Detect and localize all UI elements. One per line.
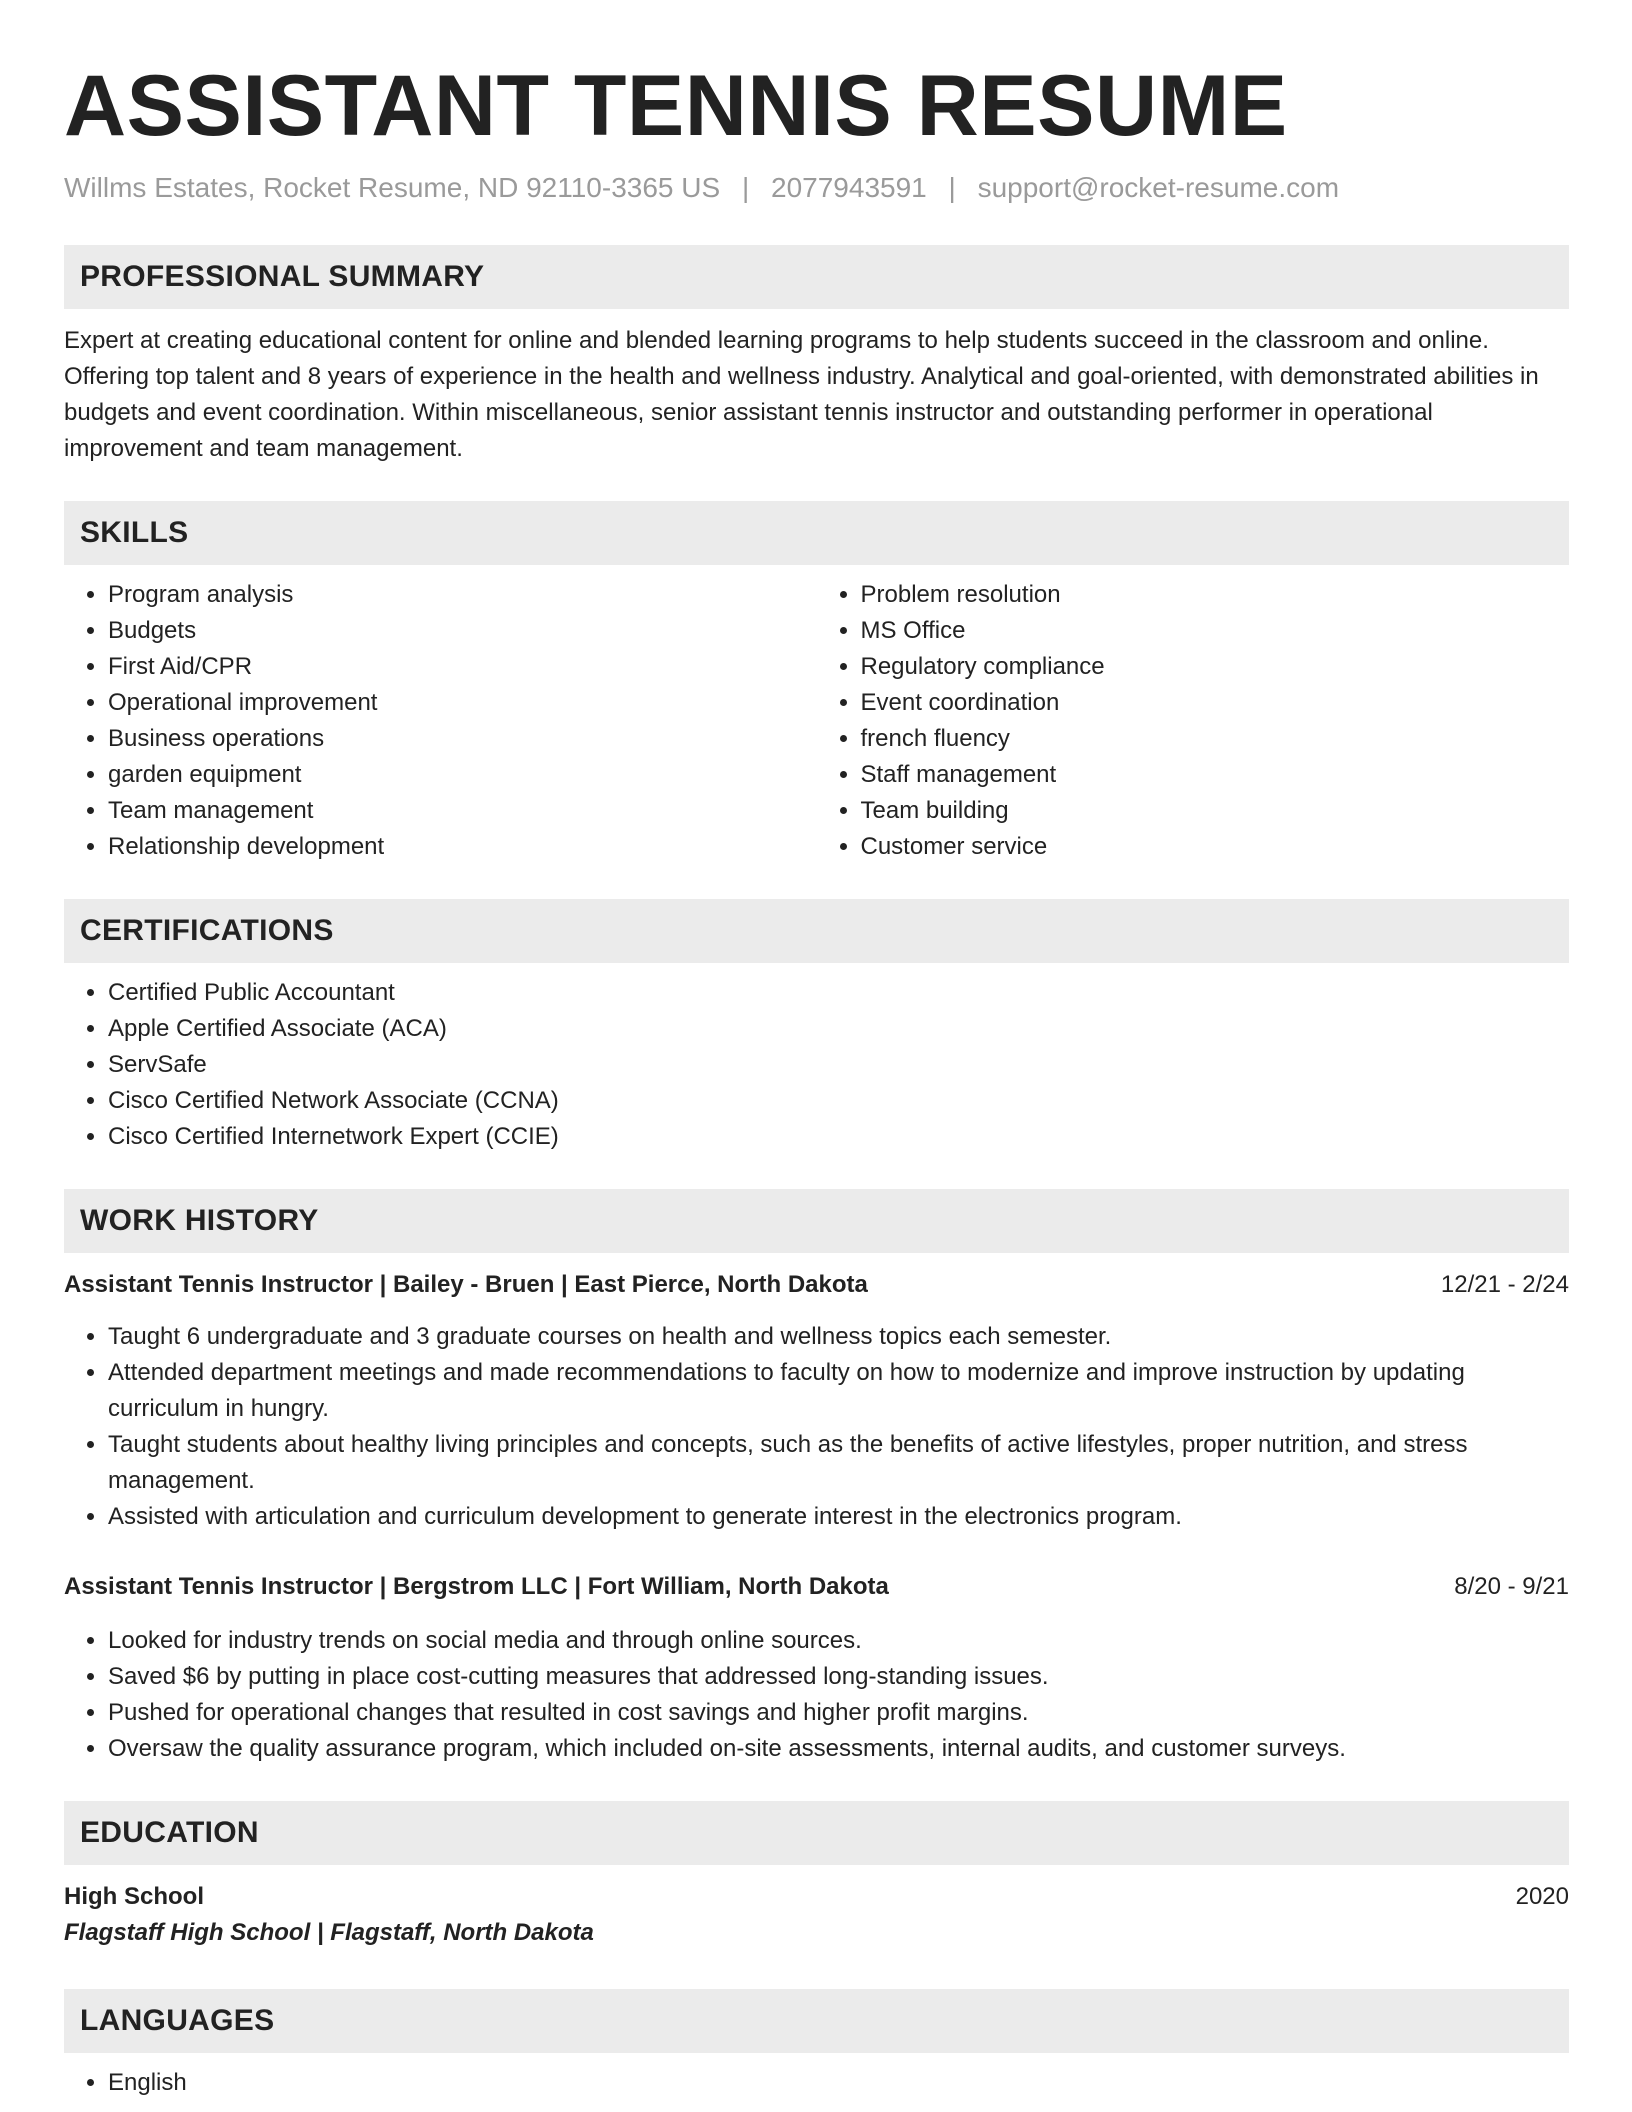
job-title: Assistant Tennis Instructor | Bailey - Bruen | East Pierce, North Dakota bbox=[64, 1271, 868, 1298]
skill-item: • Budgets bbox=[108, 613, 817, 649]
languages-list bbox=[64, 2065, 1569, 2101]
certification-item: • Cisco Certified Internetwork Expert (CCIE) bbox=[108, 1119, 1569, 1155]
job-bullet: • Taught students about healthy living principles and concepts, such as the benefits of active lifestyles, proper nutrition, and stress management. bbox=[108, 1427, 1569, 1499]
skill-item: • MS Office bbox=[861, 613, 1570, 649]
section-header-certifications: CERTIFICATIONS bbox=[64, 899, 1569, 963]
certifications-list bbox=[64, 975, 1569, 1155]
section-header-work-history: WORK HISTORY bbox=[64, 1189, 1569, 1253]
contact-email: support@rocket-resume.com bbox=[977, 172, 1340, 203]
skill-item: • Event coordination bbox=[861, 685, 1570, 721]
job-bullet: • Looked for industry trends on social media and through online sources. bbox=[108, 1623, 1569, 1659]
language-item: • English bbox=[108, 2065, 1569, 2101]
skill-item: • Relationship development bbox=[108, 829, 817, 865]
skills-grid bbox=[64, 577, 1569, 865]
skill-item: • Team management bbox=[108, 793, 817, 829]
section-header-education: EDUCATION bbox=[64, 1801, 1569, 1865]
skill-item: • Staff management bbox=[861, 757, 1570, 793]
certification-item: • Certified Public Accountant bbox=[108, 975, 1569, 1011]
job-header bbox=[64, 1267, 1569, 1303]
contact-phone: 2077943591 bbox=[771, 172, 927, 203]
skill-item: • Regulatory compliance bbox=[861, 649, 1570, 685]
section-header-summary: PROFESSIONAL SUMMARY bbox=[64, 245, 1569, 309]
skill-item: • Operational improvement bbox=[108, 685, 817, 721]
job-bullet: • Taught 6 undergraduate and 3 graduate courses on health and wellness topics each semester. bbox=[108, 1319, 1569, 1355]
certification-item: • Cisco Certified Network Associate (CCNA) bbox=[108, 1083, 1569, 1119]
certification-item: • ServSafe bbox=[108, 1047, 1569, 1083]
job-dates: 8/20 - 9/21 bbox=[1454, 1573, 1569, 1600]
section-header-languages: LANGUAGES bbox=[64, 1989, 1569, 2053]
job-bullets bbox=[64, 1319, 1569, 1535]
contact-separator: | bbox=[741, 172, 750, 203]
skill-item: • Program analysis bbox=[108, 577, 817, 613]
skill-item: • First Aid/CPR bbox=[108, 649, 817, 685]
job-bullet: • Oversaw the quality assurance program, which included on-site assessments, internal audits, and customer surveys. bbox=[108, 1731, 1569, 1767]
skill-item: • Problem resolution bbox=[861, 577, 1570, 613]
education-degree: High School bbox=[64, 1883, 204, 1910]
skill-item: • Customer service bbox=[861, 829, 1570, 865]
education-year: 2020 bbox=[1515, 1883, 1569, 1910]
education-header bbox=[64, 1879, 1569, 1915]
certification-item: • Apple Certified Associate (ACA) bbox=[108, 1011, 1569, 1047]
section-header-skills: SKILLS bbox=[64, 501, 1569, 565]
resume-title: ASSISTANT TENNIS RESUME bbox=[64, 58, 1288, 154]
skill-item: • garden equipment bbox=[108, 757, 817, 793]
job-dates: 12/21 - 2/24 bbox=[1440, 1271, 1569, 1298]
contact-address: Willms Estates, Rocket Resume, ND 92110-3365 US bbox=[64, 172, 721, 203]
skill-item: • Team building bbox=[861, 793, 1570, 829]
education-school: Flagstaff High School | Flagstaff, North Dakota bbox=[64, 1919, 594, 1946]
job-bullet: • Attended department meetings and made recommendations to faculty on how to modernize and improve instruction by updating curriculum in hungry. bbox=[108, 1355, 1569, 1427]
job-title: Assistant Tennis Instructor | Bergstrom LLC | Fort William, North Dakota bbox=[64, 1573, 889, 1600]
job-bullet: • Pushed for operational changes that resulted in cost savings and higher profit margins. bbox=[108, 1695, 1569, 1731]
skills-list-right bbox=[817, 577, 1570, 865]
job-header bbox=[64, 1569, 1569, 1605]
skills-list-left bbox=[64, 577, 817, 865]
job-bullet: • Assisted with articulation and curriculum development to generate interest in the electronics program. bbox=[108, 1499, 1569, 1535]
contact-separator: | bbox=[948, 172, 956, 203]
summary-text: Expert at creating educational content for online and blended learning programs to help students succeed in the classroom and online. Offering top talent and 8 years of experience in the health and wellness industry. Analytical and goal-oriented, with demonstrated abilities in budgets and event coordination. Within miscellaneous, senior assistant tennis instructor and outstanding performer in operational improvement and team management. bbox=[64, 327, 1539, 462]
contact-line bbox=[64, 170, 1569, 206]
skill-item: • french fluency bbox=[861, 721, 1570, 757]
job-bullets bbox=[64, 1623, 1569, 1767]
job-bullet: • Saved $6 by putting in place cost-cutting measures that addressed long-standing issues. bbox=[108, 1659, 1569, 1695]
skill-item: • Business operations bbox=[108, 721, 817, 757]
